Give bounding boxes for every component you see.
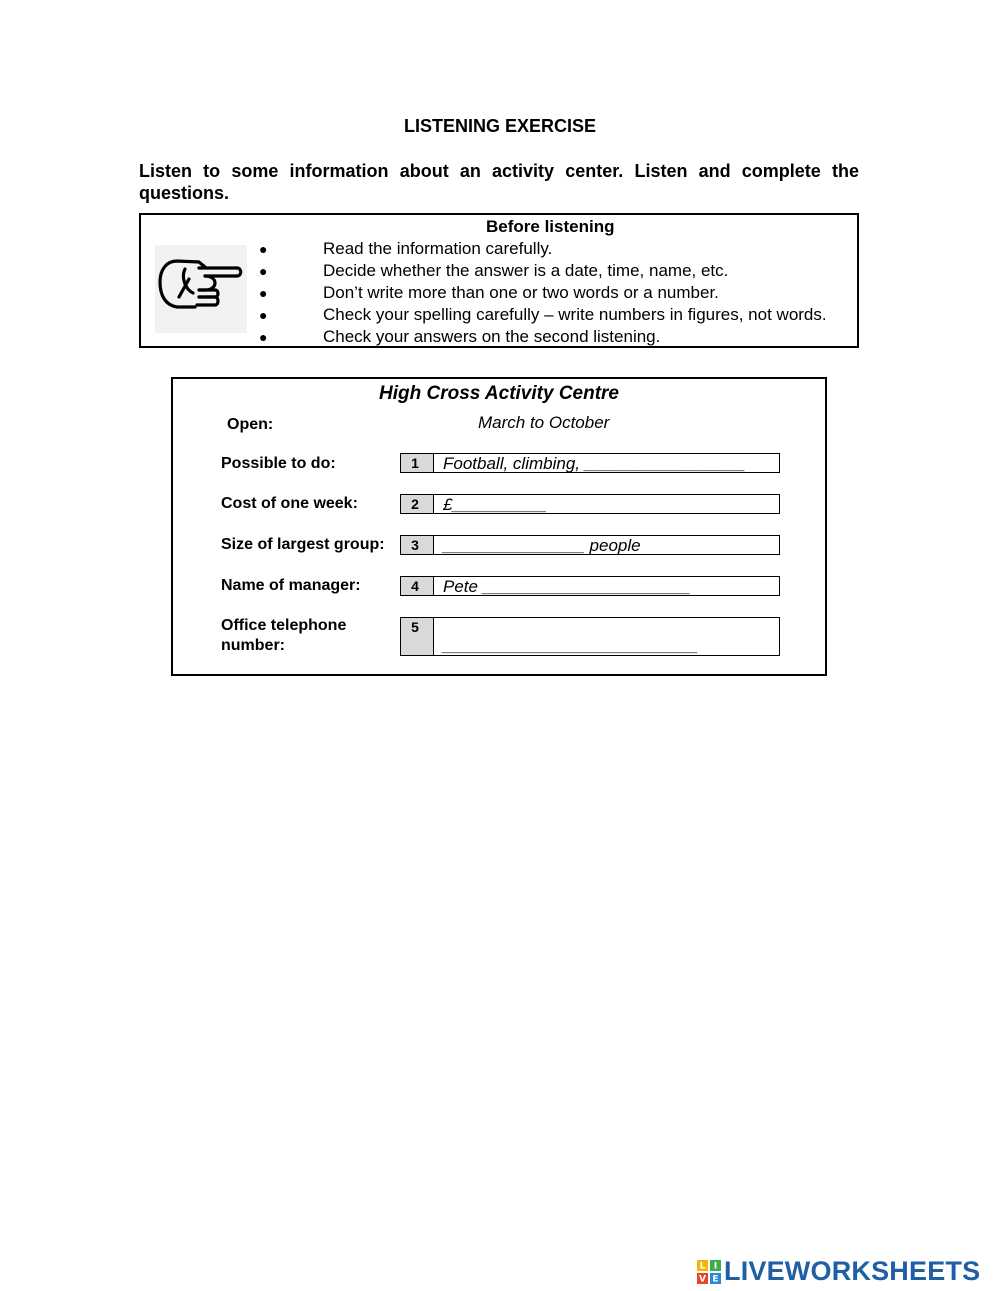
question-number: 1 [401, 454, 434, 472]
bullet-icon: ● [259, 263, 268, 279]
tip-text: Decide whether the answer is a date, time, name, etc. [323, 261, 729, 280]
answer-field-3[interactable] [400, 535, 780, 555]
open-value: March to October [478, 413, 610, 432]
activity-centre-form [171, 377, 827, 676]
before-listening-heading: Before listening [486, 217, 615, 236]
answer-text: Pete ______________________ [443, 577, 691, 595]
brand-text: LIVEWORKSHEETS [724, 1256, 981, 1286]
answer-text: Football, climbing, _________________ [443, 454, 746, 472]
answer-field-2[interactable] [400, 494, 780, 514]
liveworksheets-brand [697, 1256, 980, 1287]
page-title: LISTENING EXERCISE [403, 116, 597, 136]
pointing-hand-icon [155, 245, 247, 333]
question-label-3: Size of largest group: [221, 536, 385, 553]
question-number: 2 [401, 495, 434, 513]
question-number: 5 [401, 618, 434, 655]
tip-text: Check your answers on the second listening. [323, 327, 661, 346]
question-label-1: Possible to do: [221, 455, 336, 472]
form-title: High Cross Activity Centre [378, 383, 619, 404]
open-label: Open: [227, 416, 274, 433]
bullet-icon: ● [259, 241, 268, 257]
liveworksheets-logo-icon [697, 1260, 721, 1284]
question-label-2: Cost of one week: [221, 495, 358, 512]
question-label-4: Name of manager: [221, 577, 361, 594]
before-listening-box [139, 213, 859, 348]
question-number: 3 [401, 536, 434, 554]
instruction-text: Listen to some information about an activity center. Listen and complete the questions. [139, 161, 859, 203]
svg-text:V: V [699, 1274, 706, 1284]
question-label-5: Office telephone number: [221, 617, 347, 654]
bullet-icon: ● [259, 329, 268, 345]
question-number: 4 [401, 577, 434, 595]
answer-text: £__________ [443, 495, 548, 513]
answer-field-5[interactable] [400, 617, 780, 656]
svg-text:L: L [699, 1261, 706, 1272]
svg-text:E: E [712, 1274, 719, 1284]
tip-text: Don’t write more than one or two words or a number. [323, 283, 719, 302]
tip-text: Check your spelling carefully – write numbers in figures, not words. [323, 305, 827, 324]
answer-text: ___________________________ [443, 636, 699, 655]
answer-field-1[interactable] [400, 453, 780, 473]
bullet-icon: ● [259, 285, 268, 301]
answer-field-4[interactable] [400, 576, 780, 596]
bullet-icon: ● [259, 307, 268, 323]
tip-text: Read the information carefully. [323, 239, 553, 258]
answer-text: _______________ people [443, 536, 641, 554]
svg-text:I: I [713, 1261, 718, 1272]
